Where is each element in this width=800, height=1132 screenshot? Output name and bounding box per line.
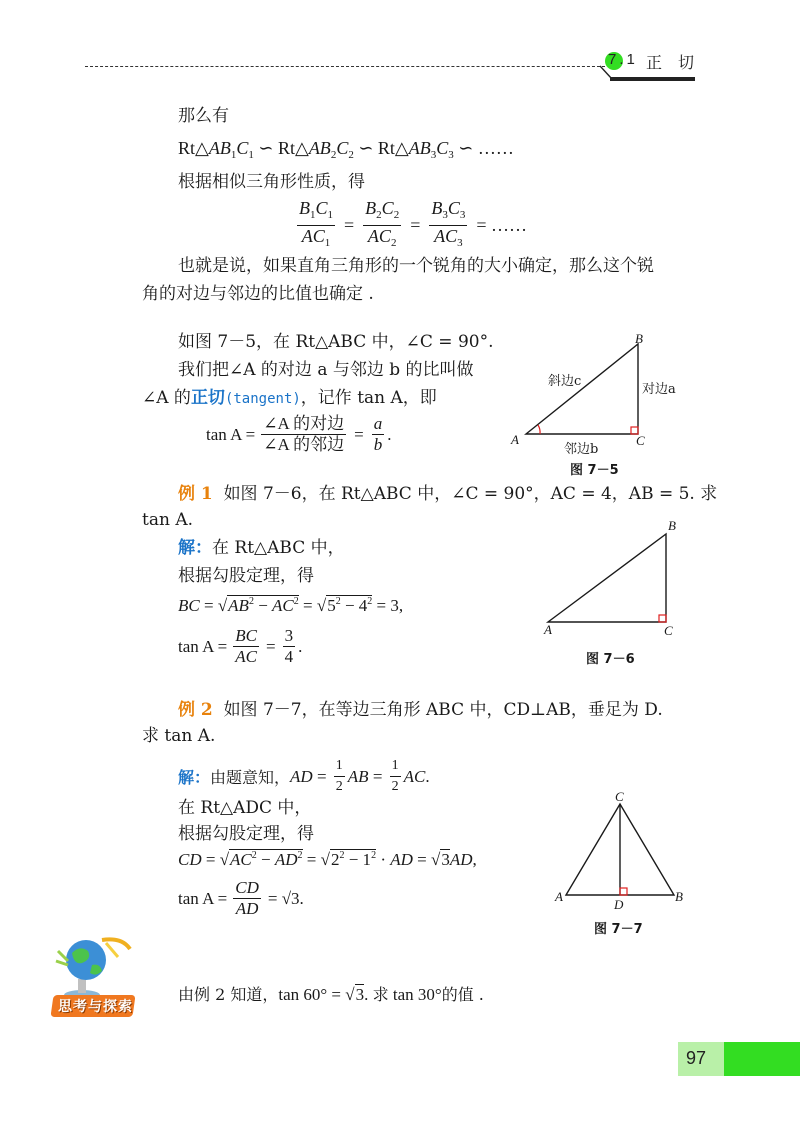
figure-7-6 [540,525,680,630]
example1-tag: 例 1 [178,484,213,504]
example1-line-1 [178,482,717,506]
think-explore-text: 由例 2 知道，tan 60° = √3. 求 tan 30°的值 . [178,985,484,1004]
ratio-equation: $\frac{B_1C_1}{AC_1}$ = $\frac{B_2C_2}{AC_2}$ = $\frac{B_3C_3}{AC_3}$ = …… [299,198,528,249]
ex2-tan-rhs: = √3. [267,888,304,908]
fig76-label-b: B [668,518,676,533]
fig76-caption: 图 7－6 [586,652,635,667]
fig77-label-a: A [555,889,563,904]
example1-tan-equation: tan A = $\frac{BC}{AC}$ = $\frac{3}{4}$ . [178,626,303,666]
example2-solution-3: 根据勾股定理，得 [178,824,314,844]
example1-question: 如图 7－6，在 Rt△ABC 中，∠C = 90°，AC = 4，AB = 5. 求 [223,484,718,504]
example2-solution-tag: 解： [178,768,211,787]
example2-line-1 [178,698,663,722]
fig77-label-d: D [614,897,624,912]
definition-line3-post: ，记作 tan A，即 [300,388,437,408]
example2-solution-2: 在 Rt△ADC 中， [178,798,312,818]
formula-num: ∠A 的对边 [263,414,345,433]
ex1-tan-num: BC [235,626,257,645]
example1-solution-2: 根据勾股定理，得 [178,566,314,586]
example1-solution-tag: 解： [178,538,212,558]
example2-tag: 例 2 [178,700,213,720]
tangent-definition-formula: tan A = $\frac{\text{∠A 的对边}}{\text{∠A 的邻边}}$ = $\frac{a}{b}$ . [206,414,392,454]
example1-solution-1 [178,536,345,560]
formula-lhs: tan A = [206,424,256,444]
ex2-tan-den: AD [235,899,259,918]
term-tangent-en: (tangent) [224,391,301,407]
fig76-label-a: A [544,622,552,637]
think-explore-label: 思考与探索 [58,999,133,1015]
fig77-label-c: C [615,789,624,804]
term-tangent: 正切 [190,388,225,408]
example2-solution-1: 解： 由题意知， AD = $\frac{1}{2}$ AB = $\frac{1}{2}$ AC . [178,758,430,794]
ex1-tan-den2: 4 [284,647,294,666]
by-similarity-text: 根据相似三角形性质，得 [178,172,365,192]
ex1-tan-lhs: tan A = [178,636,228,656]
conclusion-line-2: 角的对边与邻边的比值也确定 . [142,284,374,304]
similar-chain: $Rt\triangle AB_1C_1$ ∽ $Rt\triangle AB_2C_2$ ∽ $Rt\triangle AB_3C_3$ ∽ …… [178,138,514,161]
figure-7-7 [555,795,685,905]
fig75-opposite-label: 对边a [642,382,676,397]
fig75-label-c: C [636,433,645,448]
example1-bc-equation: BC = $√AB^2 - AC^2 = √5^2 - 4^2 = 3$, [178,596,404,615]
formula-frac-num: a [373,414,383,433]
fig75-label-a: A [511,432,519,447]
ex1-tan-den: AC [235,647,257,666]
definition-line-3 [142,386,437,411]
intro-text: 那么有 [178,106,229,126]
header-section-title: 正 切 [646,53,695,72]
example1-sol1: 在 Rt△ABC 中， [212,538,345,558]
definition-line3-pre: ∠A 的 [142,388,191,408]
fig75-adjacent-label: 邻边b [564,442,599,457]
fig75-caption: 图 7－5 [570,463,619,478]
header-section-number: 7.1 [608,51,638,68]
example2-question: 如图 7－7，在等边三角形 ABC 中，CD⊥AB，垂足为 D. [223,700,663,720]
fig76-label-c: C [664,623,673,638]
fig77-label-b: B [675,889,683,904]
example1-line-2: tan A. [142,510,193,530]
ex2-tan-lhs: tan A = [178,888,228,908]
definition-line-1: 如图 7－5，在 Rt△ABC 中，∠C = 90°. [178,332,494,352]
page-number: 97 [686,1048,707,1068]
ex2-tan-num: CD [235,878,259,897]
fig75-hypotenuse-label: 斜边c [548,374,582,389]
example2-line-2: 求 tan A. [142,726,216,746]
ex1-tan-num2: 3 [284,626,294,645]
example2-tan-equation [178,878,304,919]
conclusion-line-1: 也就是说，如果直角三角形的一个锐角的大小确定，那么这个锐 [178,256,654,276]
example2-cd-equation: CD = $√AC^2 - AD^2 = √2^2 - 1^2$ · AD = √3AD, [178,850,477,869]
ratio-tail: = …… [476,215,528,235]
definition-line-2: 我们把∠A 的对边 a 与邻边 b 的比叫做 [178,360,474,380]
fig77-caption: 图 7－7 [594,922,643,937]
footer-green-bar [724,1042,800,1076]
fig75-label-b: B [635,331,643,346]
formula-frac-den: b [373,435,383,454]
header-dashed-rule [85,66,605,67]
formula-den: ∠A 的邻边 [263,435,345,454]
